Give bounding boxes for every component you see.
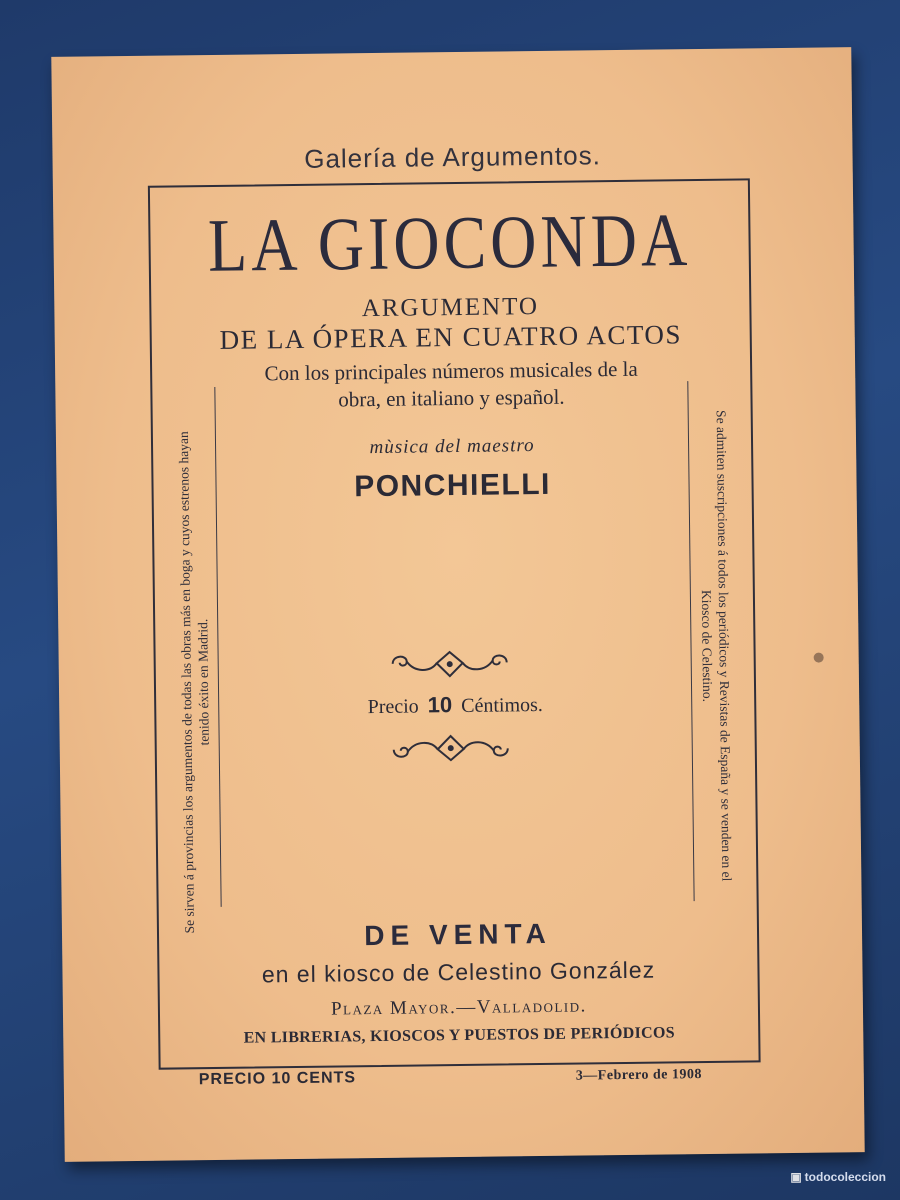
composer-name: PONCHIELLI <box>354 467 552 504</box>
sale-outlets: EN LIBRERIAS, KIOSCOS Y PUESTOS DE PERIÓDICOS <box>243 1024 675 1047</box>
watermark-logo-icon: ▣ <box>790 1170 802 1184</box>
subtitle-opera: DE LA ÓPERA EN CUATRO ACTOS <box>219 319 683 355</box>
watermark <box>790 1170 886 1184</box>
music-by-label: mùsica del maestro <box>369 435 535 459</box>
footer-price: PRECIO 10 CENTS <box>198 1069 357 1089</box>
ornament-bottom-icon <box>386 731 516 767</box>
paper-stain <box>814 653 824 663</box>
sale-address: Plaza Mayor.—Valladolid. <box>330 995 587 1020</box>
price-suffix: Céntimos. <box>461 693 543 717</box>
sale-kiosk: en el kiosco de Celestino González <box>261 956 656 988</box>
footer-date: 3—Febrero de 1908 <box>575 1067 703 1084</box>
description-line-2: obra, en italiano y español. <box>338 384 565 412</box>
watermark-text: todocoleccion <box>804 1170 886 1184</box>
side-text-right: Se admiten suscripciones á todos los periódicos y Revistas de España y se venden en el Kiosco de Celestino. <box>698 410 735 882</box>
side-text-left: Se sirven á provincias los argumentos de todas las obras más en boga y cuyos estrenos hayan tenido éxito en Madrid. <box>175 431 212 934</box>
sale-heading: DE VENTA <box>364 917 552 952</box>
ornament-top-icon <box>385 645 515 681</box>
printed-frame <box>148 178 761 1069</box>
price-number: 10 <box>427 692 453 718</box>
price-prefix: Precio <box>367 695 419 719</box>
price-line <box>156 688 754 721</box>
opera-title: LA GIOCONDA <box>207 197 692 288</box>
subtitle-argumento: ARGUMENTO <box>361 292 540 323</box>
description-line-1: Con los principales números musicales de la <box>264 356 638 386</box>
series-title: Galería de Argumentos. <box>304 140 602 174</box>
opera-libretto-card <box>51 47 864 1162</box>
